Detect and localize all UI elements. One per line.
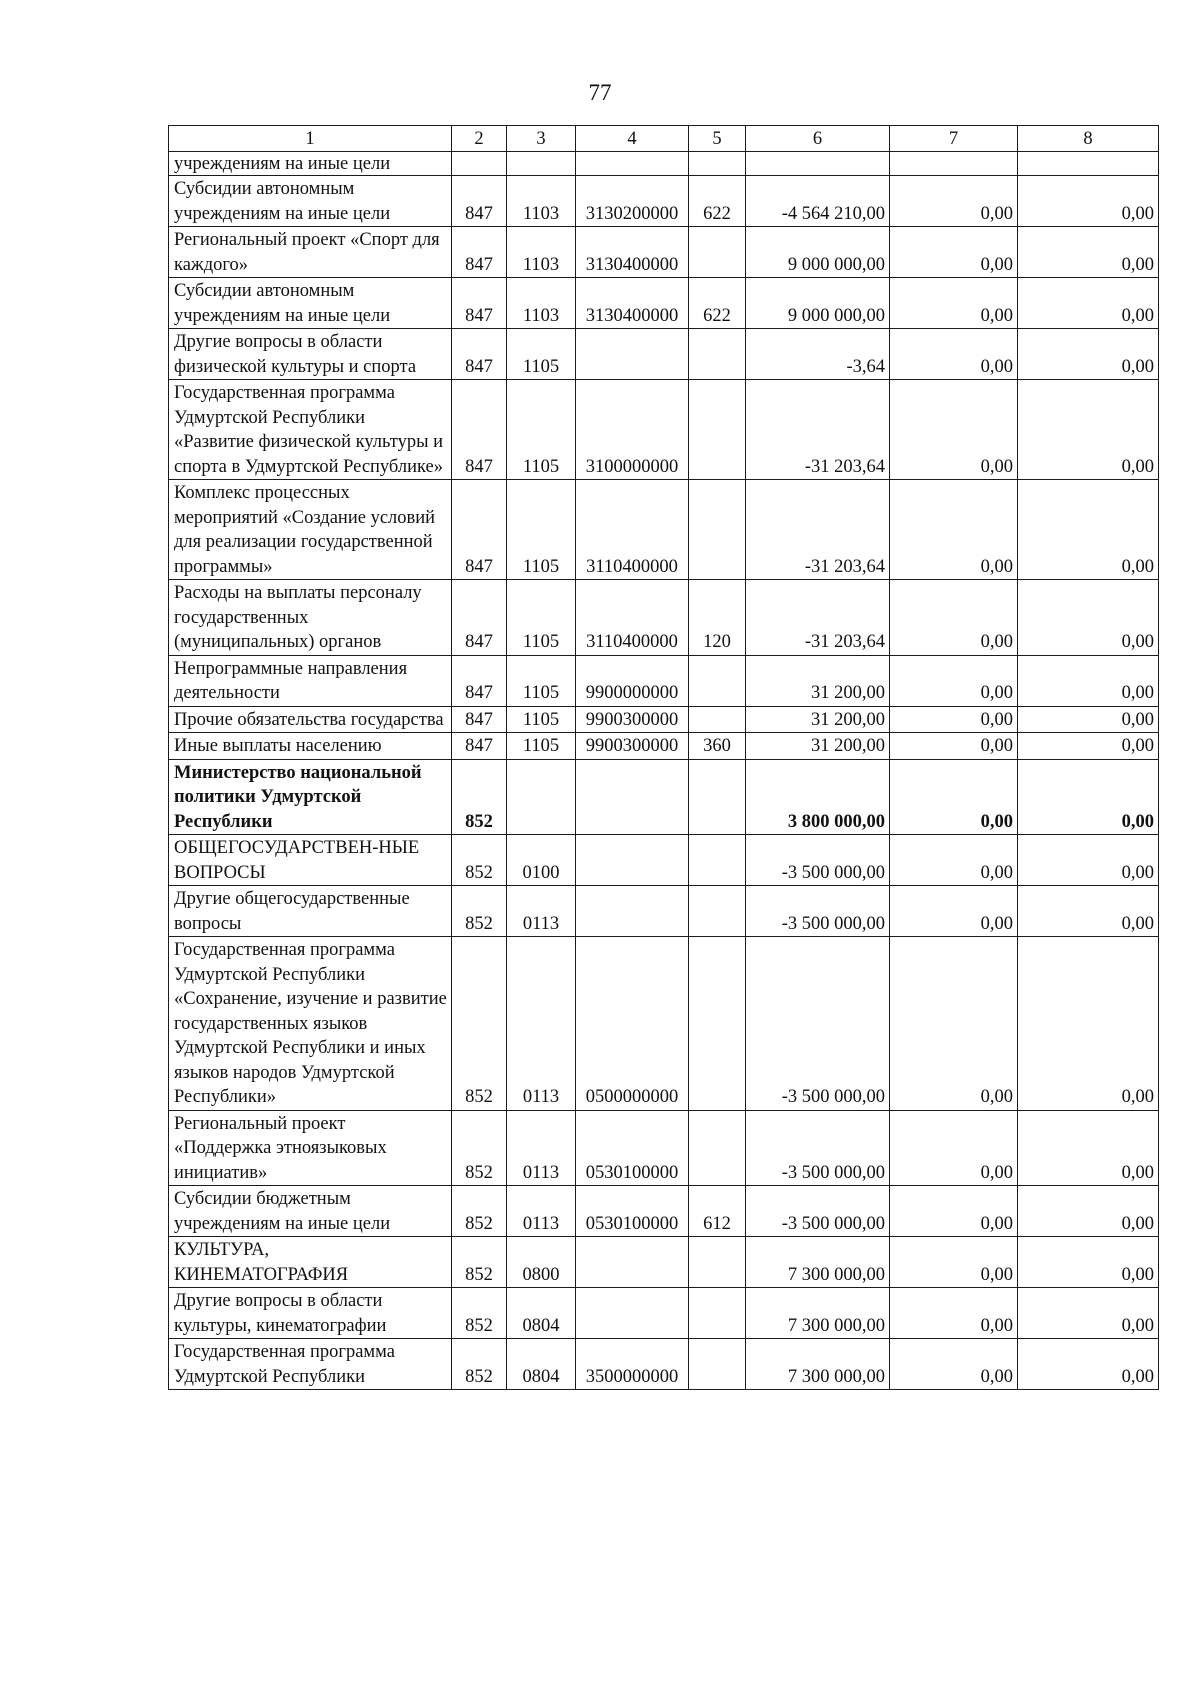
table-row — [169, 380, 1159, 480]
section-code-cell: 0804 — [507, 1339, 576, 1390]
expense-type-cell — [689, 1237, 746, 1288]
target-article-cell — [576, 886, 689, 937]
section-code-cell: 0113 — [507, 1186, 576, 1237]
expense-type-cell — [689, 1339, 746, 1390]
table-row — [169, 706, 1159, 733]
amount-year2-cell: 0,00 — [890, 886, 1018, 937]
row-name-cell: Региональный проект «Спорт для каждого» — [169, 227, 452, 278]
table-row — [169, 733, 1159, 760]
table-row — [169, 1186, 1159, 1237]
target-article-cell: 3110400000 — [576, 480, 689, 580]
section-code-cell: 1103 — [507, 278, 576, 329]
section-code-cell: 1105 — [507, 580, 576, 656]
amount-year2-cell: 0,00 — [890, 1110, 1018, 1186]
chapter-code-cell: 852 — [452, 937, 507, 1111]
chapter-code-cell: 847 — [452, 227, 507, 278]
amount-year3-cell: 0,00 — [1018, 329, 1159, 380]
chapter-code-cell: 847 — [452, 278, 507, 329]
section-code-cell: 0804 — [507, 1288, 576, 1339]
amount-cell: -3 500 000,00 — [746, 1110, 890, 1186]
target-article-cell: 9900000000 — [576, 655, 689, 706]
chapter-code-cell — [452, 152, 507, 176]
row-name-cell: Другие вопросы в области физической культуры и спорта — [169, 329, 452, 380]
table-row — [169, 1110, 1159, 1186]
amount-year3-cell: 0,00 — [1018, 1110, 1159, 1186]
amount-year3-cell: 0,00 — [1018, 1288, 1159, 1339]
table-header-row — [169, 126, 1159, 152]
target-article-cell: 3130400000 — [576, 278, 689, 329]
expense-type-cell — [689, 380, 746, 480]
amount-year2-cell: 0,00 — [890, 1237, 1018, 1288]
section-code-cell: 0113 — [507, 886, 576, 937]
expense-type-cell: 622 — [689, 278, 746, 329]
expense-type-cell: 360 — [689, 733, 746, 760]
amount-year2-cell: 0,00 — [890, 706, 1018, 733]
amount-cell: 9 000 000,00 — [746, 227, 890, 278]
section-code-cell: 1105 — [507, 706, 576, 733]
row-name-cell: Субсидии бюджетным учреждениям на иные цели — [169, 1186, 452, 1237]
target-article-cell: 3100000000 — [576, 380, 689, 480]
amount-year3-cell: 0,00 — [1018, 580, 1159, 656]
target-article-cell: 0530100000 — [576, 1186, 689, 1237]
section-code-cell: 1103 — [507, 176, 576, 227]
chapter-code-cell: 847 — [452, 329, 507, 380]
chapter-code-cell: 852 — [452, 1237, 507, 1288]
amount-year3-cell: 0,00 — [1018, 176, 1159, 227]
row-name-cell: Государственная программа Удмуртской Республики «Развитие физической культуры и спорта в Удмуртской Республике» — [169, 380, 452, 480]
chapter-code-cell: 852 — [452, 835, 507, 886]
section-code-cell: 0100 — [507, 835, 576, 886]
amount-year2-cell: 0,00 — [890, 655, 1018, 706]
section-code-cell: 1105 — [507, 329, 576, 380]
expense-type-cell — [689, 759, 746, 835]
chapter-code-cell: 847 — [452, 733, 507, 760]
expense-type-cell — [689, 152, 746, 176]
expense-type-cell — [689, 655, 746, 706]
amount-cell: -3 500 000,00 — [746, 937, 890, 1111]
row-name-cell: Непрограммные направления деятельности — [169, 655, 452, 706]
amount-year2-cell: 0,00 — [890, 1186, 1018, 1237]
table-row — [169, 580, 1159, 656]
amount-cell: 31 200,00 — [746, 706, 890, 733]
target-article-cell: 3110400000 — [576, 580, 689, 656]
row-name-cell: Министерство национальной политики Удмуртской Республики — [169, 759, 452, 835]
expense-type-cell — [689, 937, 746, 1111]
expense-type-cell — [689, 480, 746, 580]
target-article-cell: 0500000000 — [576, 937, 689, 1111]
amount-cell: 7 300 000,00 — [746, 1288, 890, 1339]
amount-year2-cell: 0,00 — [890, 835, 1018, 886]
expense-type-cell: 622 — [689, 176, 746, 227]
target-article-cell: 3130400000 — [576, 227, 689, 278]
row-name-cell: учреждениям на иные цели — [169, 152, 452, 176]
target-article-cell: 3500000000 — [576, 1339, 689, 1390]
target-article-cell — [576, 329, 689, 380]
target-article-cell — [576, 1288, 689, 1339]
row-name-cell: Государственная программа Удмуртской Республики — [169, 1339, 452, 1390]
amount-cell: 31 200,00 — [746, 733, 890, 760]
amount-cell: 31 200,00 — [746, 655, 890, 706]
row-name-cell: Комплекс процессных мероприятий «Создание условий для реализации государственной программы» — [169, 480, 452, 580]
amount-year3-cell: 0,00 — [1018, 1237, 1159, 1288]
amount-year3-cell: 0,00 — [1018, 937, 1159, 1111]
amount-year2-cell: 0,00 — [890, 380, 1018, 480]
section-code-cell — [507, 152, 576, 176]
amount-year2-cell: 0,00 — [890, 580, 1018, 656]
amount-cell: -31 203,64 — [746, 380, 890, 480]
chapter-code-cell: 847 — [452, 176, 507, 227]
amount-cell: -3 500 000,00 — [746, 835, 890, 886]
row-name-cell: Региональный проект «Поддержка этноязыковых инициатив» — [169, 1110, 452, 1186]
table-row — [169, 480, 1159, 580]
amount-year3-cell: 0,00 — [1018, 886, 1159, 937]
expense-type-cell — [689, 1110, 746, 1186]
chapter-code-cell: 852 — [452, 886, 507, 937]
table-body — [169, 152, 1159, 1390]
amount-cell: -3 500 000,00 — [746, 886, 890, 937]
amount-year2-cell: 0,00 — [890, 227, 1018, 278]
section-code-cell: 0800 — [507, 1237, 576, 1288]
section-code-cell: 1105 — [507, 380, 576, 480]
amount-cell: 7 300 000,00 — [746, 1339, 890, 1390]
row-name-cell: КУЛЬТУРА, КИНЕМАТОГРАФИЯ — [169, 1237, 452, 1288]
row-name-cell: Государственная программа Удмуртской Республики «Сохранение, изучение и развитие государственных языков Удмуртской Республики и иных языков народов Удмуртской Республики» — [169, 937, 452, 1111]
target-article-cell — [576, 1237, 689, 1288]
target-article-cell: 0530100000 — [576, 1110, 689, 1186]
table-row — [169, 1339, 1159, 1390]
expense-type-cell — [689, 329, 746, 380]
header-col-6: 6 — [746, 126, 890, 152]
amount-year3-cell: 0,00 — [1018, 1186, 1159, 1237]
amount-year2-cell: 0,00 — [890, 1339, 1018, 1390]
amount-cell: 7 300 000,00 — [746, 1237, 890, 1288]
expense-type-cell — [689, 886, 746, 937]
table-row — [169, 329, 1159, 380]
chapter-code-cell: 852 — [452, 1288, 507, 1339]
chapter-code-cell: 847 — [452, 580, 507, 656]
amount-cell: -31 203,64 — [746, 580, 890, 656]
amount-year3-cell: 0,00 — [1018, 759, 1159, 835]
chapter-code-cell: 847 — [452, 480, 507, 580]
chapter-code-cell: 852 — [452, 1110, 507, 1186]
amount-year3-cell: 0,00 — [1018, 380, 1159, 480]
amount-cell: -31 203,64 — [746, 480, 890, 580]
expense-type-cell: 612 — [689, 1186, 746, 1237]
section-code-cell: 1103 — [507, 227, 576, 278]
row-name-cell: Субсидии автономным учреждениям на иные цели — [169, 278, 452, 329]
table-row — [169, 1237, 1159, 1288]
target-article-cell: 9900300000 — [576, 706, 689, 733]
section-code-cell: 1105 — [507, 733, 576, 760]
table-row — [169, 886, 1159, 937]
amount-cell: 9 000 000,00 — [746, 278, 890, 329]
amount-year2-cell: 0,00 — [890, 733, 1018, 760]
header-col-4: 4 — [576, 126, 689, 152]
row-name-cell: Другие вопросы в области культуры, кинематографии — [169, 1288, 452, 1339]
amount-year2-cell: 0,00 — [890, 480, 1018, 580]
section-code-cell: 1105 — [507, 655, 576, 706]
section-code-cell: 1105 — [507, 480, 576, 580]
amount-year3-cell: 0,00 — [1018, 1339, 1159, 1390]
table-row — [169, 937, 1159, 1111]
target-article-cell: 3130200000 — [576, 176, 689, 227]
page-number: 77 — [588, 80, 612, 105]
amount-year3-cell: 0,00 — [1018, 227, 1159, 278]
expense-type-cell — [689, 1288, 746, 1339]
table-row — [169, 655, 1159, 706]
amount-year3-cell — [1018, 152, 1159, 176]
expense-type-cell — [689, 706, 746, 733]
target-article-cell — [576, 835, 689, 886]
chapter-code-cell: 852 — [452, 759, 507, 835]
amount-year3-cell: 0,00 — [1018, 480, 1159, 580]
amount-cell: -3,64 — [746, 329, 890, 380]
amount-year2-cell: 0,00 — [890, 1288, 1018, 1339]
chapter-code-cell: 847 — [452, 706, 507, 733]
amount-cell: 3 800 000,00 — [746, 759, 890, 835]
row-name-cell: Иные выплаты населению — [169, 733, 452, 760]
amount-year2-cell: 0,00 — [890, 329, 1018, 380]
amount-year3-cell: 0,00 — [1018, 655, 1159, 706]
expense-type-cell — [689, 835, 746, 886]
row-name-cell: Прочие обязательства государства — [169, 706, 452, 733]
table-row — [169, 1288, 1159, 1339]
amount-year3-cell: 0,00 — [1018, 835, 1159, 886]
amount-year2-cell — [890, 152, 1018, 176]
budget-table — [168, 125, 1159, 1390]
table-row — [169, 835, 1159, 886]
row-name-cell: ОБЩЕГОСУДАРСТВЕН-НЫЕ ВОПРОСЫ — [169, 835, 452, 886]
header-col-8: 8 — [1018, 126, 1159, 152]
table-row — [169, 176, 1159, 227]
header-col-7: 7 — [890, 126, 1018, 152]
amount-cell — [746, 152, 890, 176]
target-article-cell: 9900300000 — [576, 733, 689, 760]
chapter-code-cell: 852 — [452, 1186, 507, 1237]
section-code-cell: 0113 — [507, 937, 576, 1111]
chapter-code-cell: 847 — [452, 655, 507, 706]
table-row — [169, 152, 1159, 176]
target-article-cell — [576, 759, 689, 835]
header-col-2: 2 — [452, 126, 507, 152]
expense-type-cell: 120 — [689, 580, 746, 656]
chapter-code-cell: 847 — [452, 380, 507, 480]
amount-cell: -4 564 210,00 — [746, 176, 890, 227]
header-col-3: 3 — [507, 126, 576, 152]
chapter-code-cell: 852 — [452, 1339, 507, 1390]
row-name-cell: Субсидии автономным учреждениям на иные цели — [169, 176, 452, 227]
header-col-5: 5 — [689, 126, 746, 152]
amount-year2-cell: 0,00 — [890, 176, 1018, 227]
amount-year2-cell: 0,00 — [890, 759, 1018, 835]
table-row — [169, 227, 1159, 278]
amount-year2-cell: 0,00 — [890, 937, 1018, 1111]
amount-year3-cell: 0,00 — [1018, 278, 1159, 329]
section-code-cell: 0113 — [507, 1110, 576, 1186]
amount-cell: -3 500 000,00 — [746, 1186, 890, 1237]
amount-year3-cell: 0,00 — [1018, 733, 1159, 760]
table-row — [169, 759, 1159, 835]
section-code-cell — [507, 759, 576, 835]
amount-year2-cell: 0,00 — [890, 278, 1018, 329]
expense-type-cell — [689, 227, 746, 278]
row-name-cell: Расходы на выплаты персоналу государственных (муниципальных) органов — [169, 580, 452, 656]
row-name-cell: Другие общегосударственные вопросы — [169, 886, 452, 937]
amount-year3-cell: 0,00 — [1018, 706, 1159, 733]
table-row — [169, 278, 1159, 329]
header-col-1: 1 — [169, 126, 452, 152]
target-article-cell — [576, 152, 689, 176]
